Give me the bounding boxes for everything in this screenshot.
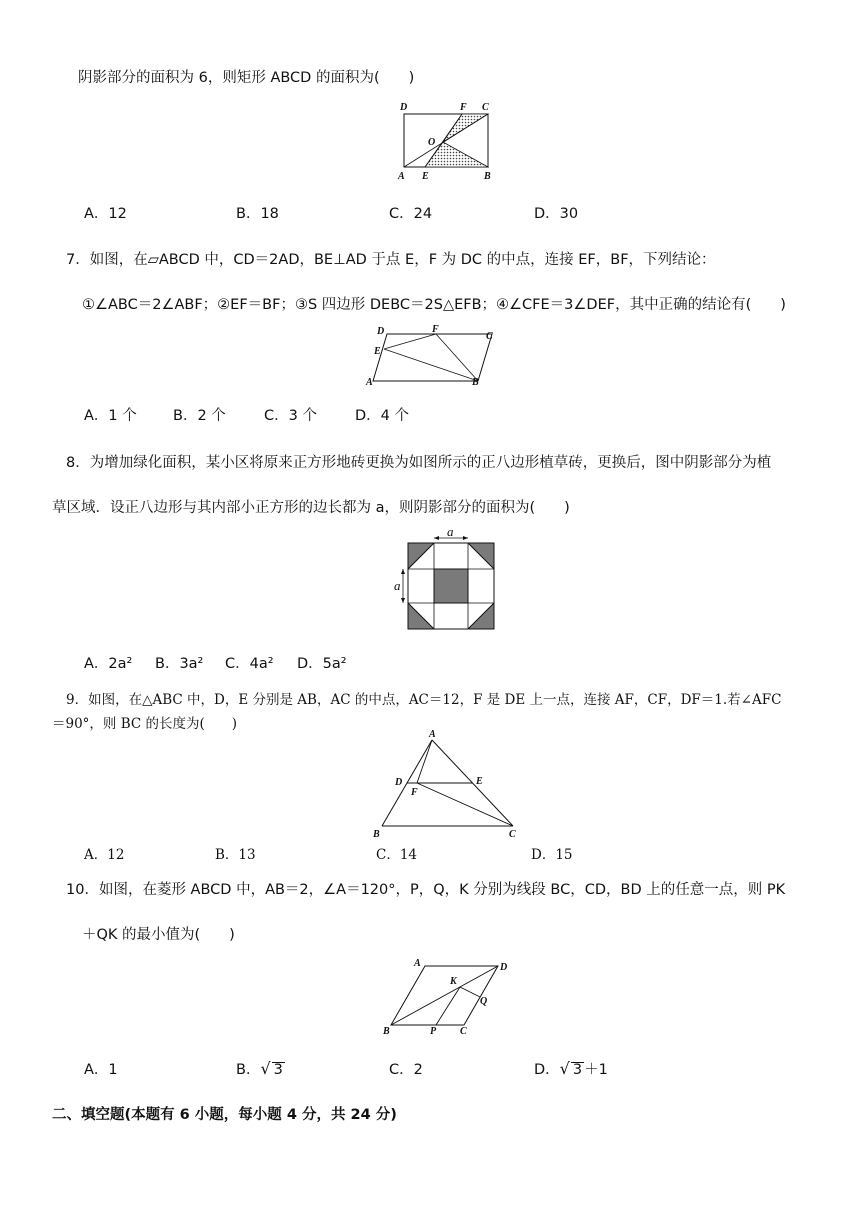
q10-choice-d-label: D． [534,1062,560,1078]
q10-label-c: C [460,1026,467,1037]
q10-choice-d-tail: ＋1 [584,1062,608,1078]
q9-label-f: F [411,787,418,798]
q6-label-c: C [482,102,489,113]
q7-choice-c[interactable]: C．3 个 [264,408,317,424]
q10-line2: ＋QK 的最小值为( ) [82,927,235,943]
q9-line1: 9．如图，在△ABC 中，D，E 分别是 AB，AC 的中点，AC＝12，F 是 DE 上一点，连接 AF，CF，DF＝1.若∠AFC [66,692,782,708]
q6-choice-d[interactable]: D．30 [534,206,579,222]
q9-choice-b[interactable]: B．13 [215,847,256,863]
q8-label-left: a [394,578,401,593]
q7-choice-d[interactable]: D．4 个 [355,408,409,424]
q10-choice-b-radicand: 3 [273,1062,283,1078]
q10-label-q: Q [480,996,488,1007]
q9-label-d: D [395,777,403,788]
q10-choice-d-radicand: 3 [572,1062,583,1078]
q10-label-b: B [383,1026,390,1037]
q8-choice-c[interactable]: C．4a² [225,656,274,672]
q7-choice-b[interactable]: B．2 个 [173,408,226,424]
q6-choices [84,202,578,223]
q10-choice-b[interactable] [236,1058,389,1079]
q8-line1: 8．为增加绿化面积，某小区将原来正方形地砖更换为如图所示的正八边形植草砖，更换后，图中阴影部分为植 [66,455,772,471]
q7-label-f: F [432,324,439,335]
q10-label-p: P [430,1026,437,1037]
q10-line1: 10．如图，在菱形 ABCD 中，AB＝2，∠A＝120°，P，Q，K 分别为线段 BC，CD，BD 上的任意一点，则 PK [66,882,786,898]
q8-choices [84,652,347,673]
q9-line2: ＝90°，则 BC 的长度为( ) [52,716,238,732]
q7-line1: 7．如图，在▱ABCD 中，CD＝2AD，BE⊥AD 于点 E，F 为 DC 的中点，连接 EF，BF，下列结论： [66,252,716,268]
q7-label-d: D [377,326,385,337]
q10-label-a: A [414,958,421,969]
q8-line2: 草区域．设正八边形与其内部小正方形的边长都为 a，则阴影部分的面积为( ) [52,500,570,516]
q10-label-d: D [500,962,508,973]
q7-choices [84,404,409,425]
q8-figure [392,524,502,637]
q6-choice-c[interactable]: C．24 [389,206,433,222]
q6-label-e: E [422,171,429,182]
q6-choice-b[interactable]: B．18 [236,206,279,222]
q10-label-k: K [450,976,457,987]
q9-choice-a[interactable]: A．12 [84,847,125,863]
q8-label-top: a [447,524,454,539]
q7-line2: ①∠ABC＝2∠ABF；②EF＝BF；③S 四边形 DEBC＝2S△EFB；④∠CFE＝3∠DEF，其中正确的结论有( ) [82,297,786,313]
q9-label-c: C [509,829,516,840]
q9-label-a: A [429,729,436,740]
q10-choice-c[interactable]: C．2 [389,1062,423,1078]
section-heading: 二、填空题(本题有 6 小题，每小题 4 分，共 24 分) [52,1107,397,1123]
q6-label-f: F [460,102,467,113]
q7-choice-a[interactable]: A．1 个 [84,408,137,424]
q7-label-a: A [366,377,373,388]
q9-choices [84,843,573,863]
q7-figure [365,323,505,389]
sqrt-icon: √ [559,1059,570,1078]
q6-choice-a[interactable]: A．12 [84,206,127,222]
q6-label-b: B [484,171,491,182]
q9-choice-c[interactable]: C．14 [376,847,418,863]
q6-label-d: D [400,102,408,113]
q6-stem: 阴影部分的面积为 6，则矩形 ABCD 的面积为( ) [78,70,415,86]
q9-figure [370,728,520,840]
q9-label-b: B [373,829,380,840]
sqrt-icon: √ [260,1059,271,1078]
q7-label-e: E [374,346,381,357]
q6-figure [392,100,502,180]
q10-choices [84,1058,608,1079]
q9-label-e: E [476,776,483,787]
q9-choice-d[interactable]: D．15 [531,847,573,863]
q8-choice-b[interactable]: B．3a² [155,656,204,672]
q7-label-b: B [472,377,479,388]
q8-choice-d[interactable]: D．5a² [297,656,347,672]
q10-choice-b-label: B． [236,1062,261,1078]
q8-choice-a[interactable]: A．2a² [84,656,133,672]
q6-label-o: O [428,137,436,148]
q10-choice-a[interactable]: A．1 [84,1062,118,1078]
q10-figure [378,955,518,1039]
q7-label-c: C [486,331,493,342]
q10-choice-d[interactable] [534,1058,608,1079]
q6-label-a: A [398,171,405,182]
